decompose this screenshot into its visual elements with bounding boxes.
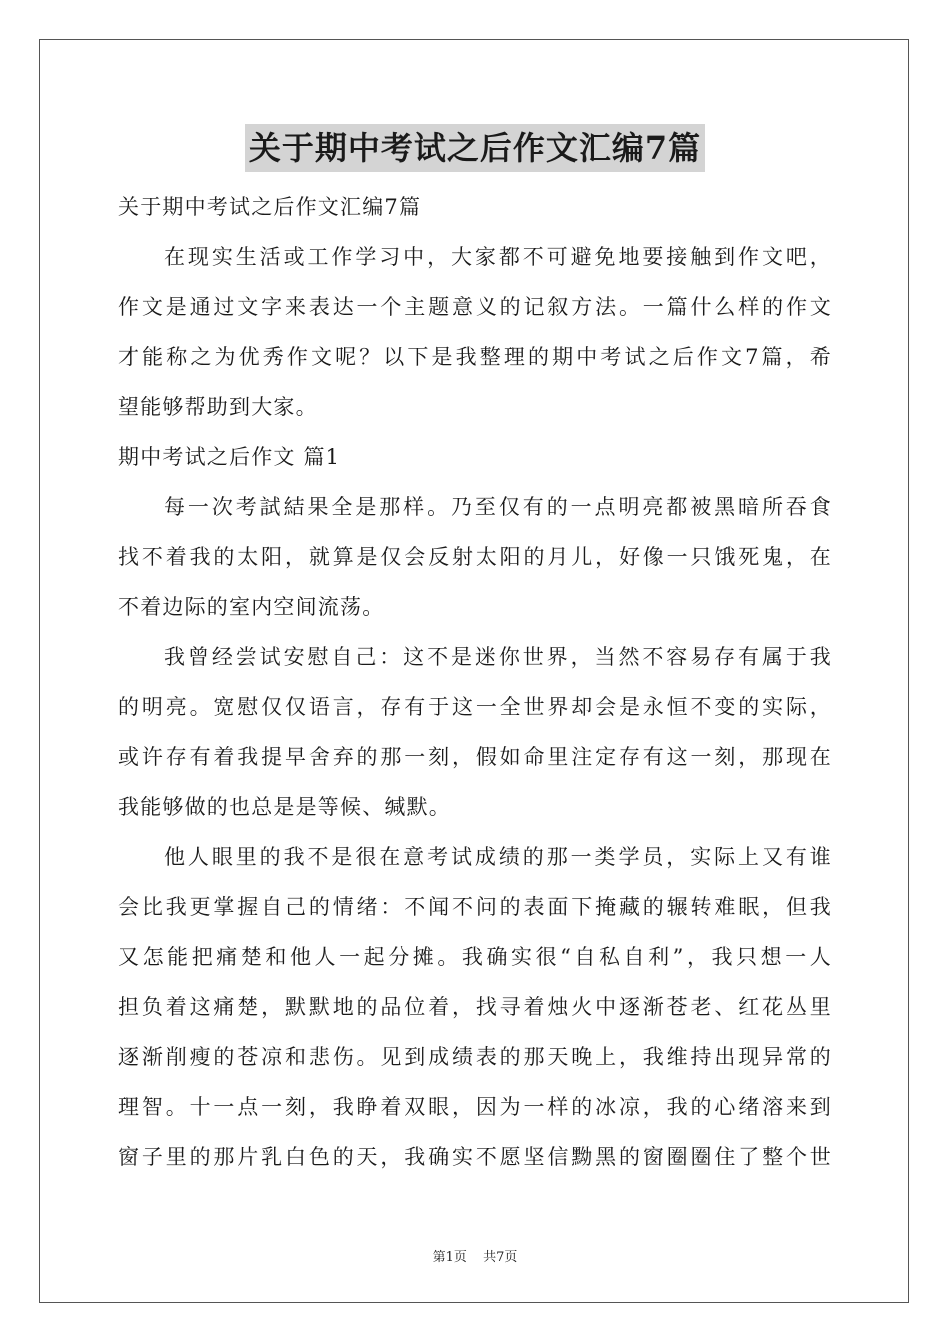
text-line: 我能够做的也总是是等候、缄默。 bbox=[118, 795, 451, 819]
text-line: 作文是通过文字来表达一个主题意义的记叙方法。一篇什么样的作文 bbox=[118, 295, 832, 319]
text-line: 或许存有着我提早舍弃的那一刻，假如命里注定存有这一刻，那现在 bbox=[118, 745, 832, 769]
text-line: 在现实生活或工作学习中，大家都不可避免地要接触到作文吧， bbox=[164, 245, 832, 269]
text-line: 窗子里的那片乳白色的天，我确实不愿坚信黝黑的窗圈圈住了整个世 bbox=[118, 1145, 832, 1169]
text-line: 的明亮。宽慰仅仅语言，存有于这一全世界却会是永恒不变的实际， bbox=[118, 695, 832, 719]
text-line: 逐渐削瘦的苍凉和悲伤。见到成绩表的那天晚上，我维持出现异常的 bbox=[118, 1045, 832, 1069]
title-wrap bbox=[0, 124, 950, 172]
page-total: 共7页 bbox=[483, 1250, 518, 1265]
document-title: 关于期中考试之后作文汇编7篇 bbox=[245, 124, 705, 172]
text-line: 每一次考試結果全是那样。乃至仅有的一点明亮都被黑暗所吞食 bbox=[164, 495, 832, 519]
page-number: 第1页 bbox=[432, 1250, 467, 1265]
text-line: 找不着我的太阳，就算是仅会反射太阳的月儿，好像一只饿死鬼，在 bbox=[118, 545, 832, 569]
text-line: 我曾经尝试安慰自己：这不是迷你世界，当然不容易存有属于我 bbox=[164, 645, 832, 669]
text-line: 期中考试之后作文 篇1 bbox=[118, 445, 341, 469]
text-line: 望能够帮助到大家。 bbox=[118, 395, 318, 419]
text-line: 他人眼里的我不是很在意考试成绩的那一类学员，实际上又有谁 bbox=[164, 845, 832, 869]
document-body bbox=[118, 182, 832, 1182]
text-line: 关于期中考试之后作文汇编7篇 bbox=[118, 195, 422, 219]
text-line: 理智。十一点一刻，我睁着双眼，因为一样的冰凉，我的心绪溶来到 bbox=[118, 1095, 832, 1119]
text-line: 又怎能把痛楚和他人一起分摊。我确实很“自私自利”，我只想一人 bbox=[118, 945, 832, 969]
page-footer bbox=[0, 1246, 950, 1265]
text-line: 会比我更掌握自己的情绪：不闻不问的表面下掩藏的辗转难眠，但我 bbox=[118, 895, 832, 919]
text-line: 才能称之为优秀作文呢？以下是我整理的期中考试之后作文7篇，希 bbox=[118, 345, 832, 369]
text-line: 担负着这痛楚，默默地的品位着，找寻着烛火中逐渐苍老、红花丛里 bbox=[118, 995, 832, 1019]
text-line: 不着边际的室内空间流荡。 bbox=[118, 595, 385, 619]
